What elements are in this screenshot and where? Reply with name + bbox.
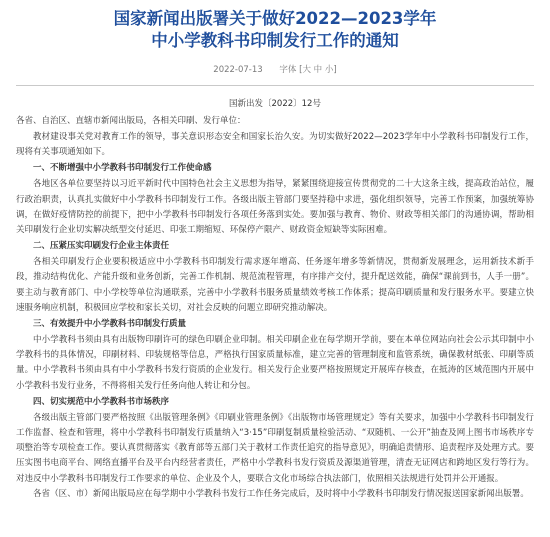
intro-paragraph: 教材建设事关党对教育工作的领导，事关意识形态安全和国家长治久安。为切实做好2022—2023学年中小学教科书印制发行工作，现将有关事项通知如下。 xyxy=(16,132,534,158)
font-size-large-link[interactable]: [大 xyxy=(299,65,311,75)
article-title-line-1: 国家新闻出版署关于做好2022—2023学年 xyxy=(113,9,437,28)
title-divider xyxy=(16,85,534,86)
section-heading-4: 四、切实规范中小学教科书市场秩序 xyxy=(33,396,170,407)
article-title xyxy=(16,8,534,52)
article-body xyxy=(16,130,534,502)
article-meta xyxy=(16,64,534,76)
article-title-line-2: 中小学教科书印制发行工作的通知 xyxy=(151,31,399,50)
section-heading-3: 三、有效提升中小学教科书印制发行质量 xyxy=(33,319,187,330)
section-body-4: 各级出版主管部门要严格按照《出版管理条例》《印刷业管理条例》《出版物市场管理规定》等有关要求，加强中小学教科书印制发行工作监督、检查和管理，将中小学教科书印制发行质量纳入“3·15”印刷复制质量检验活动、“双随机、一公开”抽查及网上图书市场秩序专项整治等专项检查工作。要认真贯彻落实《教育部等五部门关于教材工作责任追究的指导意见》，明确追责情形、追责程序及处理方式。要压实图书电商平台、网络直播平台及平台内经营者责任，严格中小学教科书发行资质及源渠道管理，清查无证网店和跨地区发行等行为。对违反中小学教科书印制发行工作要求的单位、企业及个人，要联合文化市场综合执法部门，依照相关法规进行处罚并公开通报。 xyxy=(16,412,534,484)
document-number: 国新出发〔2022〕12号 xyxy=(229,99,321,109)
section-body-2: 各相关印刷发行企业要积极适应中小学教科书印制发行需求逐年增高、任务逐年增多等新情况，贯彻新发展理念，运用新技术新手段，推动结构优化、产能升级和业务创新，完善工作机制、规范流程管理，有序排产交付，提升配送效能，确保“课前到书，人手一册”。要主动与教育部门、中小学校等单位沟通联系，完善中小学教科书服务质量绩效考核工作体系；提高印刷质量和发行服务水平。要建立快速服务响应机制，积极回应学校和家长关切，对社会反映的问题立即研究推动解决。 xyxy=(16,257,534,313)
font-size-small-link[interactable]: 小] xyxy=(324,65,337,75)
addressee: 各省、自治区、直辖市新闻出版局，各相关印刷、发行单位： xyxy=(16,116,246,126)
publish-date: 2022-07-13 xyxy=(213,65,263,75)
section-heading-2: 二、压紧压实印刷发行企业主体责任 xyxy=(33,241,170,252)
section-heading-1: 一、不断增强中小学教科书印制发行工作使命感 xyxy=(33,163,212,174)
section-body-3: 中小学教科书须由具有出版物印刷许可的绿色印刷企业印制。相关印刷企业在每学期开学前，要在本单位网站向社会公示其印制中小学教科书的具体情况，印刷材料、印装规格等信息，严格执行国家质量标准，建立完善的管理制度和监管系统，确保教材纸张、印刷等质量。中小学教科书须由具有中小学教科书发行资质的企业发行。相关发行企业要严格按照规定开展库存核查，在抵涛的区域范围内开展中小学教科书发行业务，不得将相关发行任务向他人转让和分包。 xyxy=(16,335,534,391)
closing-paragraph: 各省（区、市）新闻出版局应在每学期中小学教科书发行工作任务完成后，及时将中小学教科书印制发行情况报送国家新闻出版署。 xyxy=(33,488,529,499)
font-size-label: 字体 xyxy=(279,65,297,75)
section-body-1: 各地区各单位要坚持以习近平新时代中国特色社会主义思想为指导，紧紧围绕迎接宣传贯彻党的二十大这条主线，提高政治站位，履行政治职责，认真扎实做好中小学教科书印制发行工作。各级出版主管部门要坚持稳中求进，强化组织领导，完善工作预案，加强统筹协调，在做好疫情防控的前提下，把中小学教科书印制发行各项任务落到实处。要加强与教育、物价、财政等相关部门的沟通协调，帮助相关印刷发行企业切实解决纸型交付延迟、印张工期缩短、环保停产限产、财政资金短缺等实际困难。 xyxy=(16,179,534,236)
font-size-medium-link[interactable]: 中 xyxy=(313,65,323,75)
